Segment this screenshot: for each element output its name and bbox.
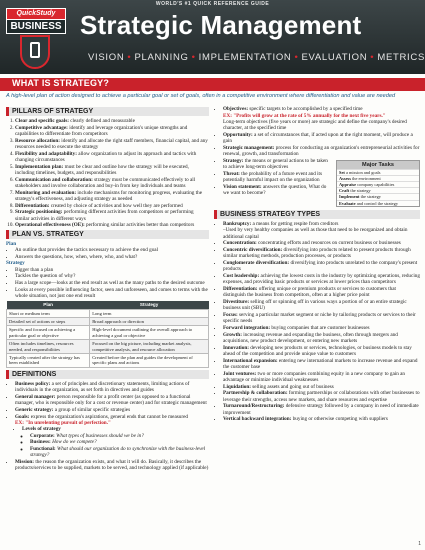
term: Threat: (223, 170, 240, 177)
mission-definition: • Mission: the reason the organization exists, and what it will do. Basically, it describes the products/services to be supplied, markets to be served, and technology applied (if applicable) (15, 459, 209, 472)
definition: allow organization to adjust its approach and tactics with changing circumstances (15, 150, 197, 163)
table-cell: Broad approach or direction (90, 318, 209, 326)
major-task-verb: Assess (339, 175, 351, 181)
goal-example: EX: "In unrelenting pursuit of perfection." (15, 420, 111, 427)
objectives-note: Long-term objectives (five years or more) are strategic and define the company's desired character, at the specified time (223, 118, 407, 132)
strategy-type-item (223, 384, 420, 390)
subtitle-word: METRICS (377, 52, 425, 63)
term: Differentiation: (223, 286, 258, 293)
definition: created by choice of activities and how well they are performed (50, 202, 183, 209)
definition-item (223, 145, 420, 158)
levels-list (22, 433, 209, 459)
term: Communication and collaboration: (15, 176, 93, 183)
table-row (7, 318, 209, 326)
term: Vertical backward integration: (223, 416, 292, 423)
strategy-types-list (214, 221, 420, 423)
term: Functional: (30, 446, 56, 453)
levels-heading: • Levels of strategy ◦ Corporate: What types of businesses should we be in? ◦ Business: How do we compete? ◦ Functional: What should our organization do to synchronize with the business-level strategy? (22, 426, 209, 458)
definition: clearly defined and measurable (70, 118, 135, 124)
definition: developing new products or services, technologies, or business models to stay ahead of the competition and provide unique value to customers (223, 344, 412, 357)
definition: a set of circumstances that, if acted upon at the right moment, will produce a gain (223, 131, 413, 144)
subtitle-word: IMPLEMENTATION (198, 52, 292, 63)
header (0, 0, 425, 74)
ribbon-text: WORLD'S #1 QUICK REFERENCE GUIDE (155, 1, 270, 7)
major-tasks-box (336, 160, 420, 207)
term: Objectives: (223, 106, 249, 112)
definition: identify and allocate the right staff members, financial capital, and any resources needed to execute the strategy (15, 137, 208, 150)
table-cell: Long term (90, 309, 209, 317)
definition: selling off or spinning off in various ways a portion of or an entire strategic business unit (SBU) (223, 299, 407, 312)
major-task-text: company capabilities (356, 181, 395, 187)
term: Clear and specific goals: (15, 118, 69, 124)
subtitle-dot: • (191, 52, 196, 63)
definition: answers the question, What do we want to become? (223, 183, 327, 196)
strategy-type-item (223, 332, 420, 345)
strategy-label: Strategy (6, 260, 25, 267)
definitions-heading: DEFINITIONS (6, 370, 209, 379)
strategy-type-item (223, 358, 420, 371)
table-cell: Detailed set of actions or steps (7, 318, 90, 326)
definition: express the organization's aspirations, general ends that cannot be measured (30, 413, 188, 420)
term: Forward integration: (223, 325, 271, 332)
subtitle (88, 52, 425, 63)
major-task-verb: Set (339, 169, 345, 175)
definition: How do we compete? (52, 439, 97, 446)
objectives-example: EX: "Profits will grow at the rate of 5% annually for the next five years." (223, 112, 386, 119)
term: Conglomerate diversification: (223, 260, 290, 267)
major-task-verb: Craft (339, 188, 350, 194)
definitions-cont-list (214, 106, 420, 112)
table-row (7, 326, 209, 340)
definition: increasing revenue and expanding the business, often through mergers and acquisitions, new product development, or entering new markets (223, 331, 398, 345)
definition-item (15, 414, 209, 420)
definition: person responsible for a profit center (as opposed to a functional manager, who is responsible only for a cost or revenue center) and for strategic management (15, 393, 207, 407)
table-cell: Often includes timelines, resources needed, and responsibilities (7, 340, 90, 354)
level-item (30, 433, 209, 439)
term: General manager: (15, 393, 56, 400)
term: Vision statement: (223, 183, 262, 190)
strategy-item: • Bigger than a plan (15, 267, 209, 273)
strategy-type-item (223, 345, 420, 358)
pillars-heading: PILLARS OF STRATEGY (6, 107, 209, 116)
major-task-verb: Appraise (339, 181, 357, 187)
term: Liquidation: (223, 383, 251, 390)
strategy-type-item (223, 247, 420, 260)
definition: concentrating efforts and resources on current business or businesses (258, 240, 401, 247)
pillar-item (15, 125, 209, 138)
plan-item: • An outline that provides the tactics necessary to achieve the end goal (15, 247, 209, 253)
definitions-list (6, 381, 209, 420)
pillar-item (15, 138, 209, 151)
level-item (30, 439, 209, 445)
strategy-item: • Looks at every possible influencing factor, seen and unforeseen, and comes to terms with the whole situation, not just one end result (15, 287, 209, 300)
definitions-cont2-list (214, 132, 420, 158)
definition: specific targets to be accomplished by a specified time (249, 106, 363, 112)
section-band (0, 78, 425, 91)
definition: –Used by very healthy companies as well as those that need to be reorganized and obtain additional capital (223, 227, 408, 240)
subtitle-dot: • (127, 52, 132, 63)
term: Generic strategy: (15, 406, 54, 413)
major-task-verb: Evaluate (339, 200, 356, 206)
definition: selling assets and going out of business (252, 383, 334, 390)
strategy-type-item (223, 299, 420, 312)
definition: forming partnerships or collaborations with other businesses to leverage their strengths, access new markets, and share resources and expertise (223, 390, 420, 403)
definition: the probability of a future event and its potentially harmful impact on the organization (223, 170, 323, 183)
pillar-item (15, 203, 209, 209)
term: International expansion: (223, 357, 278, 364)
strategy-type-item (223, 260, 420, 273)
strategy-type-item (223, 227, 420, 240)
major-task-text: the environment (350, 175, 381, 181)
definition: must be clear and outline how the strategy will be executed, including timelines, budgets, and responsibilities (15, 163, 189, 176)
subtitle-dot: • (294, 52, 299, 63)
page-title: Strategic Management (80, 10, 362, 40)
definition-item (15, 394, 209, 407)
definition: serving a particular market segment or niche by tailoring products or services to their specific needs (223, 312, 416, 325)
plan-label: Plan (6, 240, 17, 247)
definition: What should our organization do to synchronize with the business-level strategy? (30, 446, 206, 459)
pillar-item (15, 164, 209, 177)
page-number: 1 (418, 541, 421, 547)
term: Implementation plan: (15, 163, 64, 170)
table-row (7, 309, 209, 317)
plan-item: • Answers the questions, how, when, where, who, and what? (15, 254, 209, 260)
definition: include mechanisms for monitoring progress, evaluating the strategy's effectiveness, and adjusting strategy as needed (15, 189, 203, 202)
plan-vs-strategy-heading: PLAN VS. STRATEGY (6, 230, 209, 239)
major-task-text: the strategy (349, 188, 371, 194)
term: Business: (30, 439, 51, 446)
strategy-types-heading: BUSINESS STRATEGY TYPES (214, 210, 420, 219)
shield-icon (20, 35, 50, 69)
table-cell: High-level document outlining the overall approach to achieving a goal or objective (90, 326, 209, 340)
logo-top: QuickStudy (6, 8, 66, 20)
definition: process for conducting an organization's entrepreneurial activities for renewal, growth, and transformation (223, 144, 420, 157)
plan-list (6, 247, 209, 260)
strategy-item: • Has a large scope—looks at the end result as well as the many paths to the desired outcome (15, 280, 209, 286)
strategy-list (6, 267, 209, 300)
definition: performing similar activities better than competitors (86, 222, 195, 229)
term: Concentration: (223, 240, 257, 247)
table-cell: Specific and focused on achieving a particular goal or objective (7, 326, 90, 340)
pillar-item (15, 222, 209, 228)
major-task-text: a mission and goals (344, 169, 381, 175)
term: Competitive advantage: (15, 124, 68, 131)
logo-bottom: BUSINESS (6, 20, 66, 34)
pillar-item (15, 118, 209, 124)
table-cell: Focused on the big picture, including market analysis, competitive analysis, and resource allocation (90, 340, 209, 354)
term: Strategic positioning: (15, 209, 63, 216)
major-tasks-title: Major Tasks (337, 161, 419, 169)
term: Partnership & collaboration: (223, 390, 288, 397)
strategy-item: • Tackles the question of why? (15, 273, 209, 279)
term: Corporate: (30, 432, 55, 439)
right-column (214, 106, 420, 423)
level-item (30, 446, 209, 459)
term: Strategic management: (223, 144, 275, 151)
definition: two or more companies combining equity in a new company to gain an advantage or minimize individual weaknesses (223, 370, 406, 383)
term: Innovation: (223, 344, 249, 351)
intro-text: A high-level plan of action designed to achieve a particular goal or set of goals, often in a competitive environment where differentiation and value are needed (6, 93, 396, 99)
definition: strategy must be communicated effectively to all stakeholders and involve collaboration and buy-in from key individuals and teams (15, 176, 196, 189)
major-task-text: and control the strategy (355, 200, 399, 206)
term: Opportunity: (223, 131, 253, 138)
term: Cost leadership: (223, 273, 260, 280)
pillars-list (6, 118, 209, 229)
term: Growth: (223, 331, 242, 338)
term: Flexibility and adaptability: (15, 150, 77, 157)
pillar-item (15, 177, 209, 190)
definition: What types of businesses should we be in? (56, 432, 144, 439)
strategy-type-item (223, 240, 420, 246)
term: Divestiture: (223, 299, 250, 306)
definition: a set of principles and discretionary statements, limiting actions of individuals in the organization, as set forth in directives and guides (15, 380, 190, 394)
pillar-item (15, 190, 209, 203)
table-cell: Short or medium term (7, 309, 90, 317)
term: Joint ventures: (223, 370, 257, 377)
pillar-item (15, 151, 209, 164)
strategy-type-item (223, 390, 420, 403)
definition: identify and leverage organization's unique strengths and capabilities to differentiate from competitors (15, 124, 188, 137)
subtitle-dot: • (370, 52, 375, 63)
strategy-type-item (223, 286, 420, 299)
major-task (337, 200, 419, 206)
table-header: Strategy (90, 301, 209, 309)
subtitle-word: EVALUATION (301, 52, 368, 63)
strategy-type-item (223, 403, 420, 416)
definition-item (15, 407, 209, 413)
definition-item (223, 132, 420, 145)
term: Focus: (223, 312, 238, 319)
term: Business policy: (15, 380, 51, 387)
strategy-type-item (223, 371, 420, 384)
definition: buying companies that are customer businesses (271, 325, 370, 332)
strategy-type-item (223, 221, 420, 227)
strategy-type-item (223, 312, 420, 325)
major-task-verb: Implement (339, 194, 360, 200)
major-task-text: the strategy (359, 194, 381, 200)
subtitle-word: PLANNING (134, 52, 189, 63)
definition: a group of similar specific strategies (54, 406, 131, 413)
definition: performing different activities from competitors or performing similar activities in different ways (15, 209, 194, 222)
term: Resource allocation: (15, 137, 60, 144)
pillar-item (15, 209, 209, 222)
term: Turnaround/Restructuring: (223, 403, 285, 410)
table-row (7, 340, 209, 354)
table-cell: Typically created after the strategy has been established (7, 354, 90, 368)
table-cell: Created before the plan and guides the development of specific plans and actions (90, 354, 209, 368)
term: Goals: (15, 413, 30, 420)
term: Differentiation: (15, 202, 50, 209)
definition-item (223, 106, 420, 112)
definition-item (15, 381, 209, 394)
subtitle-word: VISION (88, 52, 125, 63)
left-column (6, 106, 209, 472)
section-band-label: WHAT IS STRATEGY? (12, 78, 110, 88)
strategy-type-item (223, 416, 420, 422)
term: Operational effectiveness (OE): (15, 222, 85, 229)
strategy-type-item (223, 325, 420, 331)
definition: offering unique or premium products or services to customers that distinguish the business from competitors, often at a higher price point (223, 286, 396, 299)
term: Monitoring and evaluation: (15, 189, 77, 196)
definition: diversifying into products related to present products through similar marketing methods, production processes, or products (223, 247, 411, 260)
term: Concentric diversification: (223, 247, 283, 254)
quickstudy-logo (6, 8, 66, 64)
definition: the means or general actions to be taken to achieve long-term objectives (223, 157, 328, 170)
definition: entering new international markets to increase revenue and expand the customer base (223, 357, 418, 370)
definition: buying or otherwise competing with suppliers (292, 416, 388, 423)
definition: diversifying into products unrelated to the company's present products (223, 260, 418, 273)
table-row (7, 354, 209, 368)
term: Bankruptcy: (223, 220, 252, 227)
plan-strategy-table (6, 301, 209, 368)
definition: achieving the lowest costs in the industry by optimizing operations, reducing expenses, and providing basic products or services at lower prices than competitors (223, 273, 420, 286)
table-header: Plan (7, 301, 90, 309)
definition: a means for getting respite from creditors (252, 220, 339, 227)
strategy-type-item (223, 273, 420, 286)
term: Strategy: (223, 157, 244, 164)
definition: defensive strategy followed by a company in need of immediate improvement (223, 403, 419, 416)
